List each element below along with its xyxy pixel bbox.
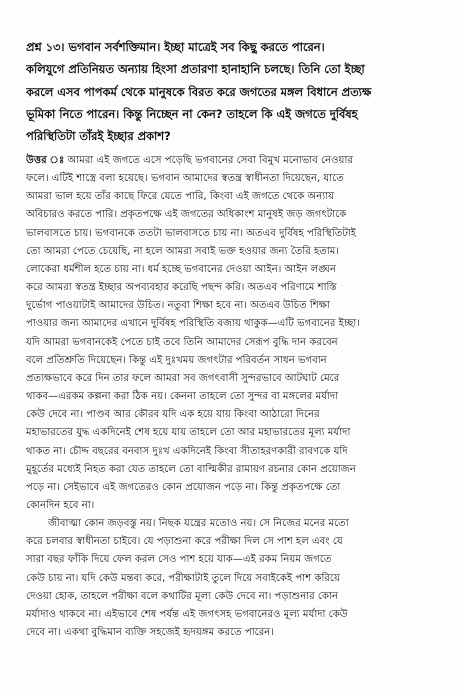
question-line: কলিযুগে প্রতিনিয়ত অন্যায় হিংসা প্রতারণা হানাহানি চলছে। তিনি তো ইচ্ছা [26, 62, 365, 77]
answer-line: যদি আমরা ভগবানকেই পেতে চাই তবে তিনি আমাদের সেরূপ বুদ্ধি দান করবেন [26, 336, 338, 348]
answer-line: জীবাত্মা কোন জড়বস্তু নয়। নিছক যন্ত্রের মতোও নয়। সে নিজের মনের মতো [48, 518, 349, 530]
answer-line: ফলে। এটিই শাস্ত্রে বলা হয়েছে। ভগবান আমাদের স্বতন্ত্র স্বাধীনতা দিয়েছেন, যাতে [26, 173, 344, 185]
answer-line: দেওয়া হোক, তাহলে পরীক্ষা বলে কথাটির মূল্য কেউ দেবে না। পড়াশুনার কোন [26, 590, 339, 602]
answer-line: আমরা ভাল হয়ে তাঁর কাছে ফিরে যেতে পারি, কিংবা এই জগতে থেকে অন্যায় [26, 191, 335, 203]
answer-line: করে চলবার স্বাধীনতা চাইবে। যে পড়াশুনা করে পরীক্ষা দিল সে পাশ হল এবং যে [26, 536, 343, 548]
question-line: ভূমিকা নিতে পারেন। কিন্তু নিচ্ছেন না কেন? তাহলে কি এই জগতে দুর্বিষহ [26, 106, 358, 121]
answer-line: পাওয়ার জন্য আমাদের এখানে দুর্বিষহ পরিস্থিতি বজায় থাকুক—এটি ভগবানের ইচ্ছা। [26, 318, 360, 330]
answer-line: কোনদিন হবে না। [26, 499, 95, 511]
answer-line: বলে প্রতিশ্রুতি দিয়েছেন। কিন্তু এই দুঃখময় জগৎটার পরিবর্তন সাধন ভগবান [26, 354, 327, 366]
answer-line: সারা বছর ফাঁকি দিয়ে ফেল করল সেও পাশ হয়ে যাক—এই রকম নিয়ম জগতে [26, 554, 332, 566]
question-text: ভগবান সর্বশক্তিমান। ইচ্ছা মাত্রেই সব কিছু করতে পারেন। [68, 40, 325, 54]
answer-line: ভালবাসতে চায়। ভগবানকে ততটা ভালবাসতে চায় না। অতএব দুর্বিষহ পরিস্থিতিটাই [26, 227, 356, 239]
question-block [26, 36, 442, 147]
answer-line: থাকত না। চৌদ্দ বছরের বনবাস দুঃখ একদিনেই কিংবা সীতাহরণকারী রাবণকে যদি [26, 445, 348, 457]
answer-line: প্রত্যক্ষভাবে করে দিন তার ফলে আমরা সব জগৎবাসী সুন্দরভাবে আটঘাট মেরে [26, 372, 340, 384]
answer-line [26, 152, 442, 170]
answer-line: করে আমরা স্বতন্ত্র ইচ্ছার অপব্যবহার করেছি পছন্দ করি। অতএব পরিণামে শাস্তি [26, 282, 337, 294]
answer-line: দেবে না। একথা বুদ্ধিমান ব্যক্তি সহজেই হৃদয়ঙ্গম করতে পারেন। [26, 627, 274, 639]
answer-line: দুর্ভোগ পাওয়াটাই আমাদের উচিত। নতুবা শিক্ষা হবে না। অতএব উচিত শিক্ষা [26, 300, 330, 312]
answer-line: লোকেরা ধর্মশীল হতে চায় না। ধর্ম হচ্ছে ভগবানের দেওয়া আইন। আইন লঙ্ঘন [26, 263, 337, 275]
answer-line: মুহূর্তের মধ্যেই নিহত করা যেত তাহলে তো বাল্মিকীর রামায়ণ রচনার কোন প্রয়োজন [26, 463, 356, 475]
answer-line: কেউ চায় না। যদি কেউ মন্তব্য করে, পরীক্ষাটাই তুলে দিয়ে সবাইকেই পাশ করিয়ে [26, 572, 340, 584]
answer-line: মর্যাদাও থাকবে না। এইভাবে শেষ পর্যন্ত এই জগৎসহ ভগবানেরও মূল্য মর্যাদা কেউ [26, 608, 348, 620]
answer-line: মহাভারতের যুদ্ধ একদিনেই শেষ হয়ে যায় তাহলে তো আর মহাভারতের মূল্য মর্যাদা [26, 427, 351, 439]
answer-line: থাকব—এরকম কল্পনা করা ঠিক নয়। কেননা তাহলে তো সুন্দর বা মঙ্গলের মর্যাদা [26, 391, 339, 403]
question-line [26, 36, 442, 58]
answer-block [26, 152, 442, 642]
answer-line: পড়ে না। সেইভাবে এই জগতেরও কোন প্রয়োজন পড়ে না। কিন্তু প্রকৃতপক্ষে তো [26, 481, 341, 493]
answer-line: কেউ দেবে না। পাণ্ডব আর কৌরব যদি এক হয়ে যায় কিংবা আঠারো দিনের [26, 409, 320, 421]
answer-line: তো আমরা পেতে চেয়েছি, না হলে আমরা সবাই ভক্ত হওয়ার জন্য তৈরি হতাম। [26, 245, 340, 257]
answer-text: আমরা এই জগতে এসে পড়েছি ভগবানের সেবা বিমুখ মনোভাব নেওয়ার [67, 155, 353, 166]
answer-label: উত্তর ঃ [26, 155, 65, 166]
question-line: পরিস্থিতিটা তাঁরই ইচ্ছার প্রকাশ? [26, 129, 171, 144]
answer-line: অবিচারও করতে পারি। প্রকৃতপক্ষে এই জগতের অধিকাংশ মানুষই জড় জগৎটাকে [26, 209, 347, 221]
question-label: প্রশ্ন ১৩। [26, 40, 65, 54]
question-line: করলে এসব পাপকর্ম থেকে মানুষকে বিরত করে জগতের মঙ্গল বিধানে প্রত্যক্ষ [26, 84, 372, 99]
